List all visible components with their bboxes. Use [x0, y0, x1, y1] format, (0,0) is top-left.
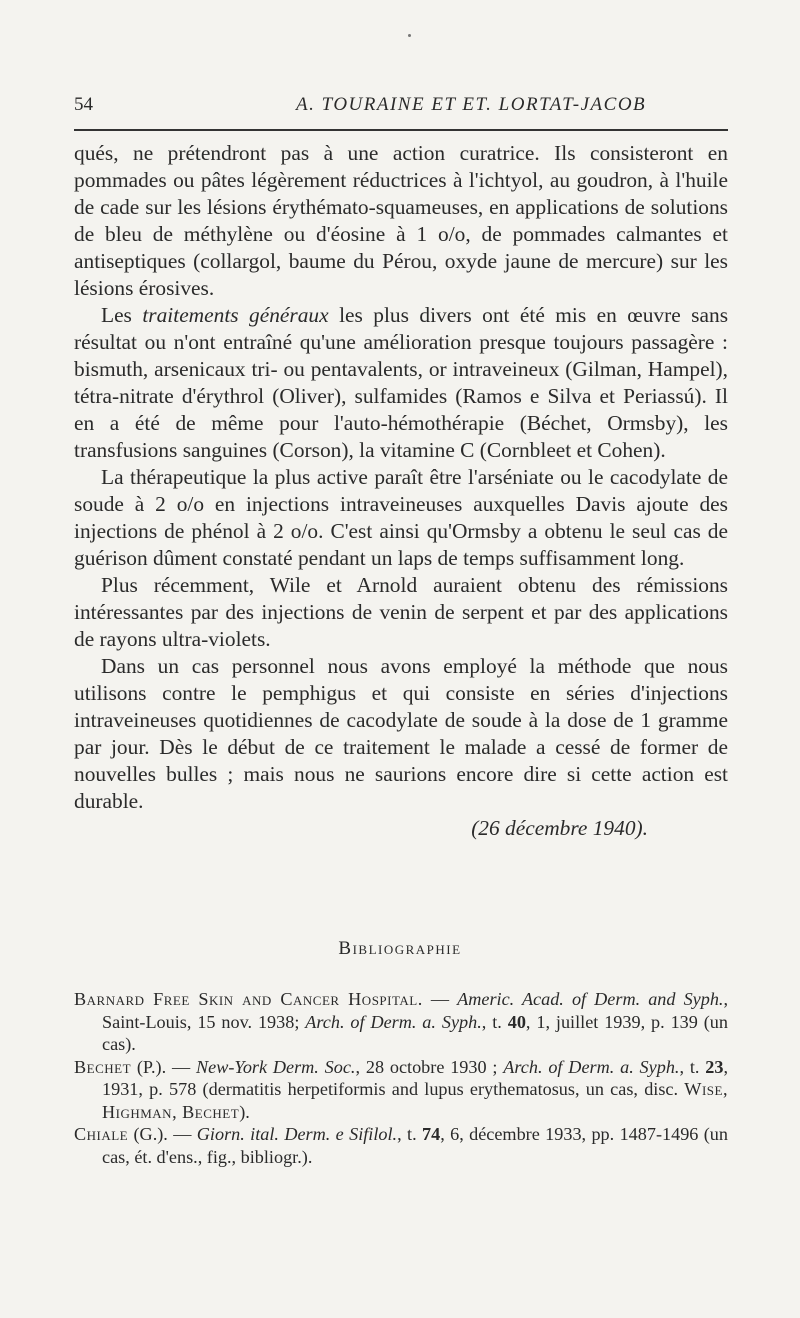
entry-volume: 74 [422, 1124, 441, 1144]
bibliography-entry [74, 988, 728, 1056]
entry-text: (G.). — [128, 1124, 197, 1144]
entry-text: ). [239, 1101, 250, 1122]
entry-text: , Saint-Louis, 15 nov. 1938; [102, 989, 729, 1032]
print-speck [408, 34, 411, 37]
entry-author: Chiale [74, 1124, 129, 1144]
entry-volume: 23 [705, 1056, 724, 1077]
entry-journal: Arch. of Derm. a. Syph. [305, 1011, 482, 1032]
entry-text: , 28 octobre 1930 ; [355, 1056, 504, 1077]
page-number: 54 [74, 94, 93, 115]
entry-journal: Giorn. ital. Derm. e Sifilol. [196, 1124, 398, 1144]
entry-text: , t. [679, 1056, 706, 1077]
entry-author: Bechet [74, 1056, 132, 1077]
bibliography-list [74, 988, 728, 1168]
paragraph-4: Plus récemment, Wile et Arnold auraient obtenu des rémissions intéressantes par des injections de venin de serpent et par des applications de rayons ultra-violets. [74, 573, 728, 651]
entry-author: Barnard Free Skin and Cancer Hospital. [74, 989, 423, 1009]
running-title: A. TOURAINE ET ET. LORTAT-JACOB [296, 94, 647, 115]
paragraph-5: Dans un cas personnel nous avons employé la méthode que nous utilisons contre le pemphigus et qui consiste en séries d'injections intraveineuses quotidiennes de cacodylate de soude à la dose de 1 gramme par jour. Dès le début de ce traitement le malade a cessé de former de nouvelles bulles ; mais nous ne saurions encore dire si cette action est durable. [74, 654, 728, 813]
entry-text: (P.). — [131, 1056, 196, 1077]
paragraph-2 [74, 302, 728, 464]
paragraph-3: La thérapeutique la plus active paraît être l'arséniate ou le cacodylate de soude à 2 o/o en injections intraveineuses auxquelles Davis ajoute des injections de phénol à 2 o/o. C'est ainsi qu'Ormsby a obtenu le seul cas de guérison dûment constaté pendant un laps de temps suffisamment long. [74, 465, 728, 570]
entry-text: , t. [397, 1124, 422, 1144]
entry-text: , t. [481, 1011, 508, 1032]
bibliography-entry [74, 1056, 728, 1124]
bibliography-entry [74, 1123, 728, 1168]
paragraph-2-emphasis: traitements généraux [142, 303, 329, 327]
entry-volume: 40 [507, 1011, 526, 1032]
paragraph-2-start: Les [101, 303, 143, 327]
running-header [74, 94, 728, 120]
body-text [74, 140, 728, 842]
paragraph-1: qués, ne prétendront pas à une action curatrice. Ils consisteront en pommades ou pâtes légèrement réductrices à l'ichtyol, au goudron, à l'huile de cade sur les lésions érythémato-squameuses, en applications de solutions de bleu de méthylène ou d'éosine à 1 o/o, de pommades calmantes et antiseptiques (collargol, baume du Pérou, oxyde jaune de mercure) sur les lésions érosives. [74, 141, 728, 300]
date-line: (26 décembre 1940). [471, 816, 648, 840]
entry-separator: — [422, 989, 458, 1009]
entry-journal: Arch. of Derm. a. Syph. [503, 1056, 680, 1077]
bibliography-title: Bibliographie [338, 938, 462, 959]
entry-journal: Americ. Acad. of Derm. and Syph. [457, 989, 724, 1009]
entry-text: , 1931, p. 578 (dermatitis herpetiformis and lupus erythematosus, un cas, disc. [102, 1056, 728, 1099]
paragraph-2-rest: les plus divers ont été mis en œuvre sans résultat ou n'ont entraîné qu'une amélioration presque toujours passagère : bismuth, arsenicaux tri- ou pentavalents, or intraveineux (Gilman, Hampel), tétra-nitrate d'érythrol (Oliver), sulfamides (Ramos e Silva et Periassú). Il en a été de même pour l'auto-hémothérapie (Béchet, Ormsby), les transfusions sanguines (Corson), la vitamine C (Cornbleet et Cohen). [74, 303, 729, 462]
header-rule [74, 129, 728, 131]
entry-journal: New-York Derm. Soc. [195, 1056, 356, 1077]
entry-text: , 6, décembre 1933, pp. 1487-1496 (un cas, ét. d'ens., fig., bibliogr.). [102, 1124, 728, 1167]
entry-names: Wise, Highman, Bechet [102, 1079, 728, 1122]
entry-text: , 1, juillet 1939, p. 139 (un cas). [102, 1011, 728, 1054]
